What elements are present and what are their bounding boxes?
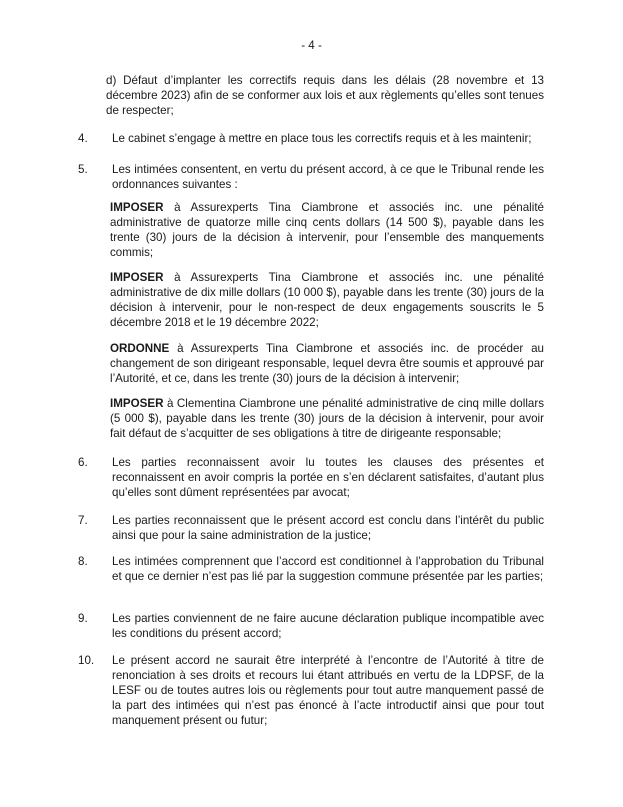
item-6-number: 6. — [78, 456, 88, 469]
item-5-number: 5. — [78, 163, 88, 176]
order-2-keyword: IMPOSER — [110, 271, 164, 284]
order-4-keyword: IMPOSER — [110, 397, 164, 410]
order-1 — [110, 200, 544, 260]
order-3-text: à Assurexperts Tina Ciambrone et associés inc. de procéder au changement de son dirigeant responsable, lequel devra être soumis et approuvé par l’Autorité, et ce, dans les trente (30) jours de la décision à intervenir; — [110, 342, 544, 385]
item-4-number: 4. — [78, 132, 88, 145]
order-4 — [110, 396, 544, 441]
item-8-text: Les intimées comprennent que l’accord est conditionnel à l’approbation du Tribunal et que ce dernier n’est pas lié par la suggestion commune présentée par les parties; — [112, 555, 544, 583]
item-d: d) Défaut d’implanter les correctifs requis dans les délais (28 novembre et 13 décembre 2023) afin de se conformer aux lois et aux règlements qu’elles sont tenues de respecter; — [106, 74, 544, 117]
order-1-keyword: IMPOSER — [110, 201, 164, 214]
item-10-number: 10. — [78, 654, 95, 667]
order-1-text: à Assurexperts Tina Ciambrone et associés inc. une pénalité administrative de quatorze mille cinq cents dollars (14 500 $), payable dans les trente (30) jours de la décision à intervenir, pour l’ensemble des manquements commis; — [110, 201, 544, 259]
item-5-text: Les intimées consentent, en vertu du présent accord, à ce que le Tribunal rende les ordonnances suivantes : — [112, 163, 544, 191]
item-7-text: Les parties reconnaissent que le présent accord est conclu dans l’intérêt du public ainsi que pour la saine administration de la justice; — [112, 514, 544, 542]
order-3-keyword: ORDONNE — [110, 342, 170, 355]
item-7-number: 7. — [78, 514, 88, 527]
order-4-text: à Clementina Ciambrone une pénalité administrative de cinq mille dollars (5 000 $), payable dans les trente (30) jours de la décision à intervenir, pour avoir fait défaut de s’acquitter de ses obligations à titre de dirigeante responsable; — [110, 397, 544, 440]
order-2-text: à Assurexperts Tina Ciambrone et associés inc. une pénalité administrative de dix mille dollars (10 000 $), payable dans les trente (30) jours de la décision à intervenir, pour le non-respect de deux engagements souscrits le 5 décembre 2018 et le 19 décembre 2022; — [110, 271, 544, 329]
item-10-text: Le présent accord ne saurait être interprété à l’encontre de l’Autorité à titre de renonciation à ses droits et recours lui étant attribués en vertu de la LDPSF, de la LESF ou de toutes autres lois ou règlements pour tout autre manquement passé de la part des intimées qui n’est pas énoncé à l’acte introductif ainsi que pour tout manquement présent ou futur; — [112, 654, 544, 727]
item-4-text: Le cabinet s’engage à mettre en place tous les correctifs requis et à les maintenir; — [112, 132, 532, 145]
item-8-number: 8. — [78, 555, 88, 568]
order-2 — [110, 270, 544, 330]
order-3 — [110, 341, 544, 386]
item-9-number: 9. — [78, 612, 88, 625]
page-number: - 4 - — [301, 39, 322, 52]
item-6-text: Les parties reconnaissent avoir lu toutes les clauses des présentes et reconnaissent en avoir compris la portée en s’en déclarent satisfaites, d’autant plus qu’elles sont dûment représentées par avocat; — [112, 456, 544, 499]
item-9-text: Les parties conviennent de ne faire aucune déclaration publique incompatible avec les conditions du présent accord; — [112, 612, 544, 640]
